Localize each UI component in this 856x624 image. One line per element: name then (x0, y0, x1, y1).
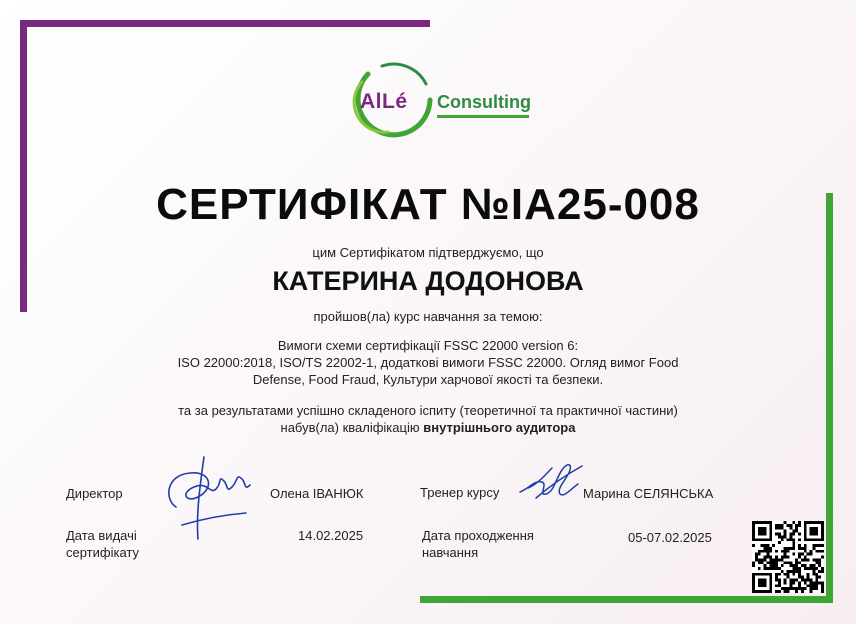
qualification-title: внутрішнього аудитора (423, 420, 576, 435)
issue-date-value: 14.02.2025 (298, 528, 364, 543)
result-line-2 (0, 419, 856, 436)
director-label: Директор (66, 486, 123, 501)
course-topic (0, 337, 856, 388)
topic-line-1: Вимоги схеми сертифікації FSSC 22000 version 6: (277, 338, 579, 353)
logo-brand-text: AlLé (360, 90, 408, 113)
training-date-value: 05-07.02.2025 (628, 530, 712, 545)
certificate-title: СЕРТИФІКАТ №IA25-008 (156, 180, 700, 229)
issue-date-label-line-2: сертифікату (66, 545, 139, 560)
training-date-label (422, 527, 534, 561)
training-date-label-line-1: Дата проходження (422, 528, 534, 543)
logo-underline (437, 115, 529, 118)
trainer-name: Марина СЕЛЯНСЬКА (583, 486, 714, 501)
trainer-label: Тренер курсу (420, 485, 500, 500)
company-logo (338, 60, 538, 142)
topic-line-2: ISO 22000:2018, ISO/TS 22002-1, додаткові вимоги FSSC 22000. Огляд вимог Food (177, 355, 679, 370)
director-signature-icon (152, 445, 262, 545)
issue-date-label-line-1: Дата видачі (66, 528, 137, 543)
result-text (0, 402, 856, 436)
recipient-name: КАТЕРИНА ДОДОНОВА (272, 266, 584, 296)
director-name: Олена ІВАНЮК (270, 486, 364, 501)
result-line-1: та за результатами успішно складеного іспиту (теоретичної та практичної частини) (178, 403, 678, 418)
frame-green-bottom (420, 596, 833, 603)
topic-line-3: Defense, Food Fraud, Культури харчової якості та безпеки. (252, 372, 604, 387)
trainer-signature-icon (516, 458, 586, 506)
result-prefix: набув(ла) кваліфікацію (280, 420, 424, 435)
issue-date-label (66, 527, 139, 561)
qr-code-icon[interactable] (752, 521, 824, 593)
course-intro: пройшов(ла) курс навчання за темою: (313, 309, 543, 324)
logo-consulting-text: Consulting (437, 92, 531, 112)
frame-purple-top (20, 20, 430, 27)
confirm-text: цим Сертифікатом підтверджуємо, що (312, 245, 544, 260)
training-date-label-line-2: навчання (422, 545, 479, 560)
